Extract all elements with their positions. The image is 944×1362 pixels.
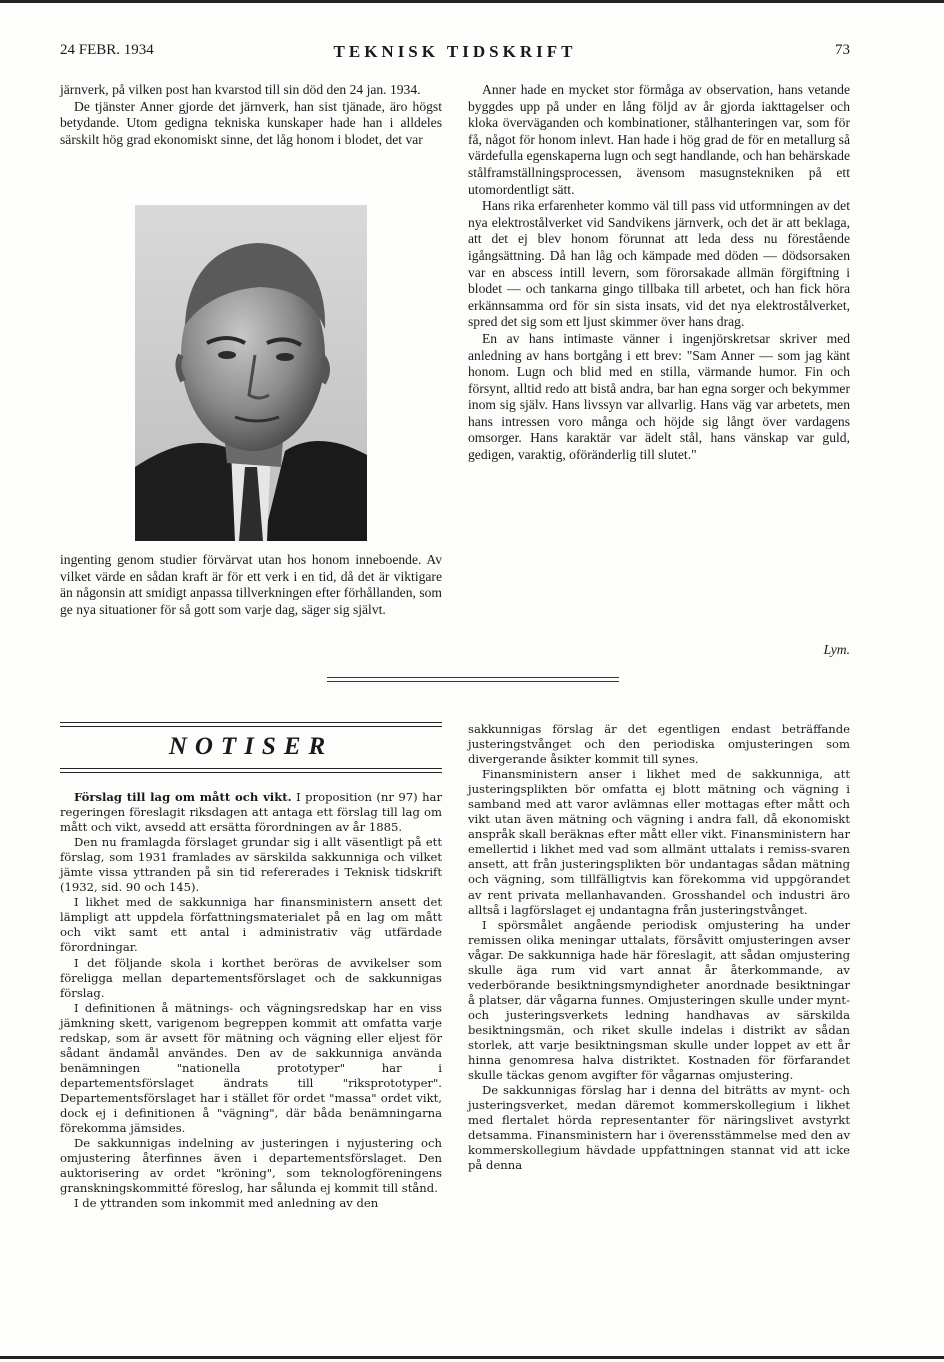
portrait-photo [135, 205, 367, 541]
obituary-column-left-bottom [60, 552, 442, 618]
section-divider-top [327, 677, 619, 678]
notiser-column-left [60, 790, 442, 1211]
paragraph: En av hans intimaste vänner i ingenjörskretsar skriver med anledning av hans bortgång i ett brev: "Sam Anner — som jag känt honom. Lugn och blid med en stilla, värmande humor. Fin och försynt, alltid redo att bistå andra, bar han egna sorger och bekymmer inom sig själv. Hans livssyn var allvarlig. Hans väg var arbetets, men hans intressen voro många och höjde sig långt över vardagens omsorger. Hans karaktär var ädelt stål, hans vänskap var guld, gedigen, varaktig, oföränderlig till slutet." [468, 330, 850, 463]
article-title: Förslag till lag om mått och vikt. [74, 790, 292, 804]
paragraph: I definitionen å mätnings- och vägningsredskap har en viss jämkning skett, varigenom begreppen kommit att omfatta varje redskap, som är avsett för mätning och vägning eller eljest för sådant ändamål användes. Den av de sakkunniga använda benämningen "nationella prototyper" har i departementsförslaget ändrats till "riksprototyper". Departementsförslaget har i stället för ordet "massa" ordet vikt, dock ej i definitionen å "vägning", där båda benämningarna förekomma jämsides. [60, 1000, 442, 1136]
paragraph: järnverk, på vilken post han kvarstod till sin död den 24 jan. 1934. [60, 82, 421, 97]
page-number: 73 [835, 42, 850, 58]
heading-rule [60, 726, 442, 727]
portrait-illustration [135, 205, 367, 541]
obituary-column-left-top [60, 82, 442, 148]
paragraph-text: I proposition (nr 97) har regeringen föreslagit riksdagen att antaga ett förslag till lag om mått och vikt, avsedd att ersätta förordningen av år 1885. [60, 790, 443, 835]
paragraph: De tjänster Anner gjorde det järnverk, han sist tjänade, äro högst betydande. Utom gedigna tekniska kunskaper hade han i alldeles särskilt hög grad ekonomiskt sinne, det låg honom i blodet, det var [60, 98, 442, 147]
paragraph: I spörsmålet angående periodisk omjustering ha under remissen olika meningar uttalats, försåvitt omjusteringen avser vågar. De sakkunniga hade här föreslagit, att sådan omjustering skulle äga rum vid vart annat år återkommande, av vederbörande besiktningsmyndigheter anordnade besiktningar å platser, där vågarna funnes. Omjusteringen skulle under mynt- och justeringsverkets ledning handhavas av särskilda besiktningsmän, och riket skulle indelas i distrikt av sådan storlek, att varje besiktningsman skulle under loppet av ett år hinna genomresa halva distriktet. Kostnaden för förfarandet skulle täckas genom avgifter för vågarnas omjustering. [468, 917, 850, 1083]
paragraph: Den nu framlagda förslaget grundar sig i allt väsentligt på ett förslag, som 1931 framlades av särskilda sakkunniga och vilket jämte vissa yttranden på sin tid refererades i Teknisk tidskrift (1932, sid. 90 och 145). [60, 835, 442, 895]
notiser-heading-box [60, 722, 442, 774]
notiser-column-right [468, 722, 850, 1173]
paragraph: I de yttranden som inkommit med anledning av den [74, 1196, 379, 1211]
page-top-border [0, 0, 944, 3]
heading-rule [60, 772, 442, 773]
journal-title: TEKNISK TIDSKRIFT [333, 42, 577, 61]
obituary-column-right [468, 82, 850, 464]
paragraph: Hans rika erfarenheter kommo väl till pass vid utformningen av det nya elektrostålverket vid Sandvikens järnverk, och det är att beklaga, att det ej blev honom förunnat att leda dess nu förestående igångsättning. Då han låg och kämpade med döden — dödsorsaken var en abscess intill levern, som förorsakade allmän förgiftning i blodet — och tankarna gingo tillbaka till arbetet, och han fick höra erkännsamma ord för sin sista insats, vid det nya elektrostålverket, spred det sig som ett ljust skimmer över hans drag. [468, 198, 850, 330]
author-signature: Lym. [823, 642, 850, 657]
paragraph: ingenting genom studier förvärvat utan hos honom inneboende. Av vilket värde en sådan kraft är för ett verk i en tid, då det är viktigare än någonsin att smidigt anpassa tillverkningen efter förhållanden, som ge nya situationer för så gott som varje dag, säger sig självt. [60, 552, 442, 617]
paragraph: De sakkunnigas förslag har i denna del biträtts av mynt- och justeringsverket, medan däremot kommerskollegium i likhet med flertalet hörda representanter för näringslivet avstyrkt detsamma. Finansministern har i överensstämmelse med den av kommerskollegium hävdade uppfattningen stannat vid att icke på denna [468, 1083, 850, 1173]
paragraph: I likhet med de sakkunniga har finansministern ansett det lämpligt att uppdela författningsmaterialet på en lag om mått och vikt samt ett antal i administrativ väg utfärdade förordningar. [60, 895, 442, 955]
issue-date: 24 FEBR. 1934 [60, 42, 154, 58]
heading-rule [60, 722, 442, 723]
paragraph: Finansministern anser i likhet med de sakkunniga, att justeringsplikten bör omfatta ej blott mätning och vägning i samband med att varor avlämnas eller mottagas efter mått och vikt utan även mätning och vägning i andra fall, då ekonomiskt anspråk skall beräknas efter mått eller vikt. Finansministern har emellertid i likhet med vad som allmänt uttalats i remiss-svaren ansett, att från justeringsplikten bör undantagas sådan mätning och vägning, som tillfälligtvis kan förekomma vid uppgörandet av rent privata mellanhavanden. Grosshandel och industri äro alltså i lagförslaget ej undantagna från justeringstvånget. [468, 767, 850, 917]
lead-paragraph [60, 790, 442, 835]
paragraph: sakkunnigas förslag är det egentligen endast beträffande justeringstvånget och den periodiska omjusteringen som divergerande åsikter kommit till synes. [468, 722, 850, 767]
running-header [60, 42, 850, 64]
section-divider-bottom [327, 681, 619, 682]
section-heading: NOTISER [168, 733, 334, 760]
paragraph: De sakkunnigas indelning av justeringen i nyjustering och omjustering återfinnes även i departementsförslaget. Den auktorisering av ordet "kröning", som teknologföreningens granskningskommitté föreslog, har sålunda ej kommit till stånd. [60, 1136, 442, 1196]
heading-rule [60, 768, 442, 769]
page-bottom-border [0, 1356, 944, 1359]
paragraph: Anner hade en mycket stor förmåga av observation, hans vetande byggdes upp på under en lång följd av år gjorda iakttagelser och kloka överväganden och kombinationer, stålhanteringen var, som för få, något för honom inlevt. Han hade i hög grad de för en metallurg så värdefulla egenskaperna lugn och segt handlande, och han behärskade stålframställningsprocessen, ävensom masugnstekniken på ett utomordentligt sätt. [468, 82, 850, 197]
paragraph: I det följande skola i korthet beröras de avvikelser som föreligga mellan departementsförslaget och de sakkunnigas förslag. [60, 955, 442, 1000]
